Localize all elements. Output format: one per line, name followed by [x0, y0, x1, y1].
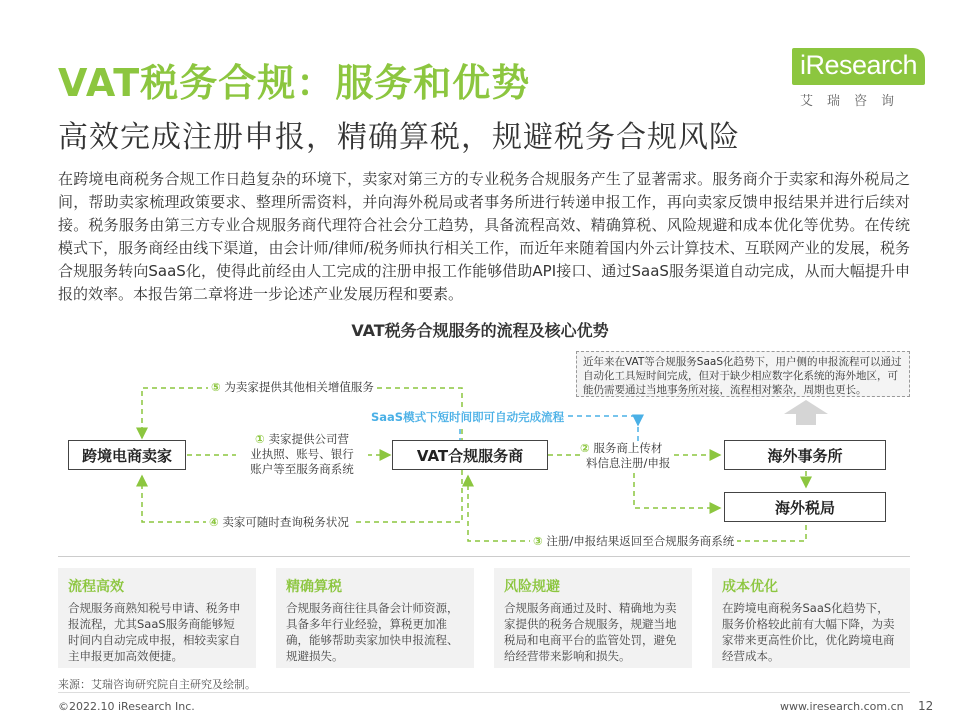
node-tax-bureau: 海外税局 — [724, 492, 886, 522]
advantage-title: 精确算税 — [286, 579, 342, 595]
step-1-label — [236, 432, 368, 477]
step-4-label — [206, 515, 352, 530]
advantage-card-risk — [494, 568, 692, 668]
advantage-title: 流程高效 — [68, 579, 124, 595]
step-1-line3: 账户等至服务商系统 — [250, 462, 354, 476]
step-1-line2: 业执照、账号、银行 — [250, 447, 354, 461]
step-2-line2: 料信息注册/申报 — [586, 456, 671, 470]
step-4-text: 卖家可随时查询税务状况 — [222, 515, 349, 529]
section-divider — [58, 556, 910, 557]
step-1-number: ① — [255, 432, 265, 446]
page-title: VAT税务合规：服务和优势 — [58, 61, 531, 105]
website-link[interactable]: www.iresearch.com.cn — [780, 700, 904, 713]
advantage-body: 在跨境电商税务SaaS化趋势下，服务价格较此前有大幅下降，为卖家带来更高性价比，优化跨境电商经营成本。 — [722, 601, 895, 663]
advantage-title: 成本优化 — [722, 579, 778, 595]
footer-divider — [58, 692, 910, 693]
logo-cn-name: 艾瑞咨询 — [800, 94, 909, 109]
copyright: ©2022.10 iResearch Inc. — [58, 700, 195, 713]
step-4-number: ④ — [209, 515, 219, 529]
up-arrow-icon — [784, 400, 828, 425]
advantage-title: 风险规避 — [504, 579, 560, 595]
step-5-text: 为卖家提供其他相关增值服务 — [224, 380, 374, 394]
node-overseas-office: 海外事务所 — [724, 440, 886, 470]
logo-wordmark: iResearch — [792, 48, 925, 85]
source-note: 来源：艾瑞咨询研究院自主研究及绘制。 — [58, 678, 256, 691]
step-3-text: 注册/申报结果返回至合规服务商系统 — [546, 534, 735, 548]
step-3-label — [530, 534, 737, 549]
step-5-number: ⑤ — [211, 380, 221, 394]
advantage-body: 合规服务商通过及时、精确地为卖家提供的税务合规服务，规避当地税局和电商平台的监管处罚，避免给经营带来影响和损失。 — [504, 601, 677, 663]
advantage-card-accuracy — [276, 568, 474, 668]
advantage-card-cost — [712, 568, 910, 668]
node-seller: 跨境电商卖家 — [68, 440, 186, 470]
step-2-number: ② — [580, 441, 590, 455]
node-provider: VAT合规服务商 — [392, 440, 548, 470]
callout-note: 近年来在VAT等合规服务SaaS化趋势下，用户侧的申报流程可以通过自动化工具短时间完成，但对于缺少相应数字化系统的海外地区，可能仍需要通过当地事务所对接，流程相对繁杂，周期也更长。 — [576, 351, 910, 397]
diagram-title: VAT税务合规服务的流程及核心优势 — [351, 321, 609, 340]
page-number: 12 — [918, 699, 934, 713]
step-3-number: ③ — [533, 534, 543, 548]
advantage-card-efficiency — [58, 568, 256, 668]
page-subtitle: 高效完成注册申报，精确算税，规避税务合规风险 — [58, 120, 740, 155]
step-2-label — [580, 441, 670, 471]
advantage-body: 合规服务商熟知税号申请、税务申报流程，尤其SaaS服务商能够短时间内自动完成申报，相较卖家自主申报更加高效便捷。 — [68, 601, 241, 663]
intro-paragraph: 在跨境电商税务合规工作日趋复杂的环境下，卖家对第三方的专业税务合规服务产生了显著需求。服务商介于卖家和海外税局之间，帮助卖家梳理政策要求、整理所需资料，并向海外税局或者事务所进行转递申报工作，再向卖家反馈申报结果并进行后续对接。税务服务由第三方专业合规服务商代理符合社会分工趋势，具备流程高效、精确算税、风险规避和成本优化等优势。在传统模式下，服务商经由线下渠道，由会计师/律师/税务师执行相关工作，而近年来随着国内外云计算技术、互联网产业的发展，税务合规服务转向SaaS化，使得此前经由人工完成的注册申报工作能够借助API接口、通过SaaS服务渠道自动完成，从而大幅提升申报的效率。本报告第二章将进一步论述产业发展历程和要素。 — [58, 170, 910, 303]
step-1-line1: 卖家提供公司营 — [268, 432, 349, 446]
advantage-body: 合规服务商往往具备会计师资源，具备多年行业经验，算税更加准确，能够帮助卖家加快申报流程、规避损失。 — [286, 601, 459, 663]
saas-banner: SaaS模式下短时间即可自动完成流程 — [368, 409, 567, 425]
step-2-line1: 服务商上传材 — [593, 441, 663, 455]
step-5-label — [208, 380, 377, 395]
